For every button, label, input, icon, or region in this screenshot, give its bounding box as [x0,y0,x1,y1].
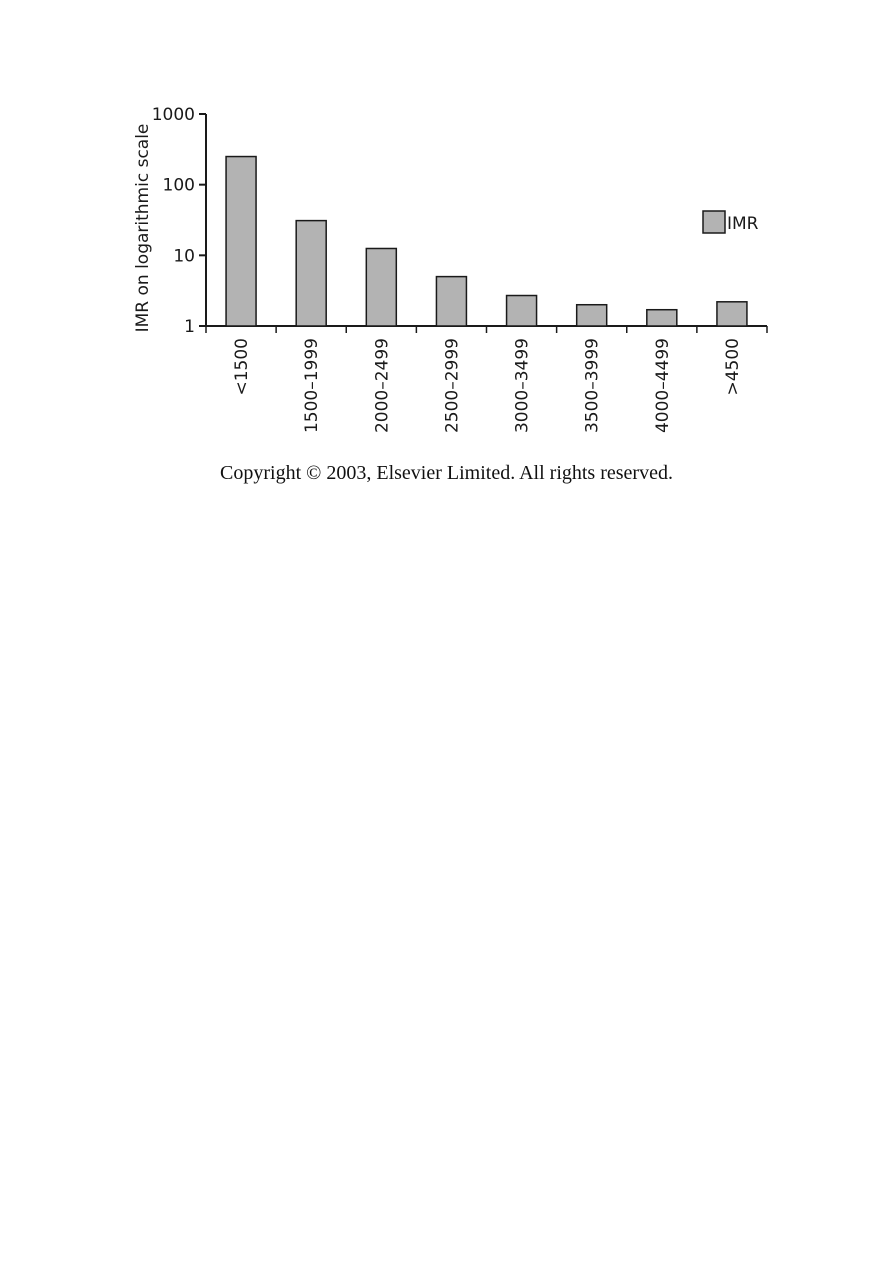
legend [703,211,759,234]
bar-chart [0,0,893,520]
bar [507,296,537,326]
x-tick-label: >4500 [722,338,743,396]
x-axis [206,326,767,333]
x-tick-label: 4000–4499 [652,338,673,434]
x-tick-label: 2500–2999 [442,338,463,434]
x-tick-label: 3500–3999 [582,338,603,434]
copyright-notice: Copyright © 2003, Elsevier Limited. All rights reserved. [220,462,673,484]
x-tick-label: 3000–3499 [512,338,533,434]
x-tick-label: 2000–2499 [372,338,393,434]
y-axis [199,114,206,326]
y-axis-label: IMR on logarithmic scale [133,123,153,333]
bar [436,277,466,326]
y-tick-label: 100 [162,175,195,196]
bar [717,302,747,326]
legend-label: IMR [727,214,759,234]
y-tick-label: 1000 [151,105,195,125]
x-tick-labels [232,338,743,433]
y-tick-labels [152,105,195,337]
y-tick-label: 1 [184,317,195,337]
y-tick-label: 10 [173,246,195,267]
x-tick-label: <1500 [232,338,253,396]
bar [226,157,256,326]
bar [577,305,607,326]
bar [296,221,326,326]
legend-swatch [703,211,725,233]
bar [366,248,396,326]
bars [226,157,747,326]
bar [647,310,677,326]
x-tick-label: 1500–1999 [302,338,323,434]
